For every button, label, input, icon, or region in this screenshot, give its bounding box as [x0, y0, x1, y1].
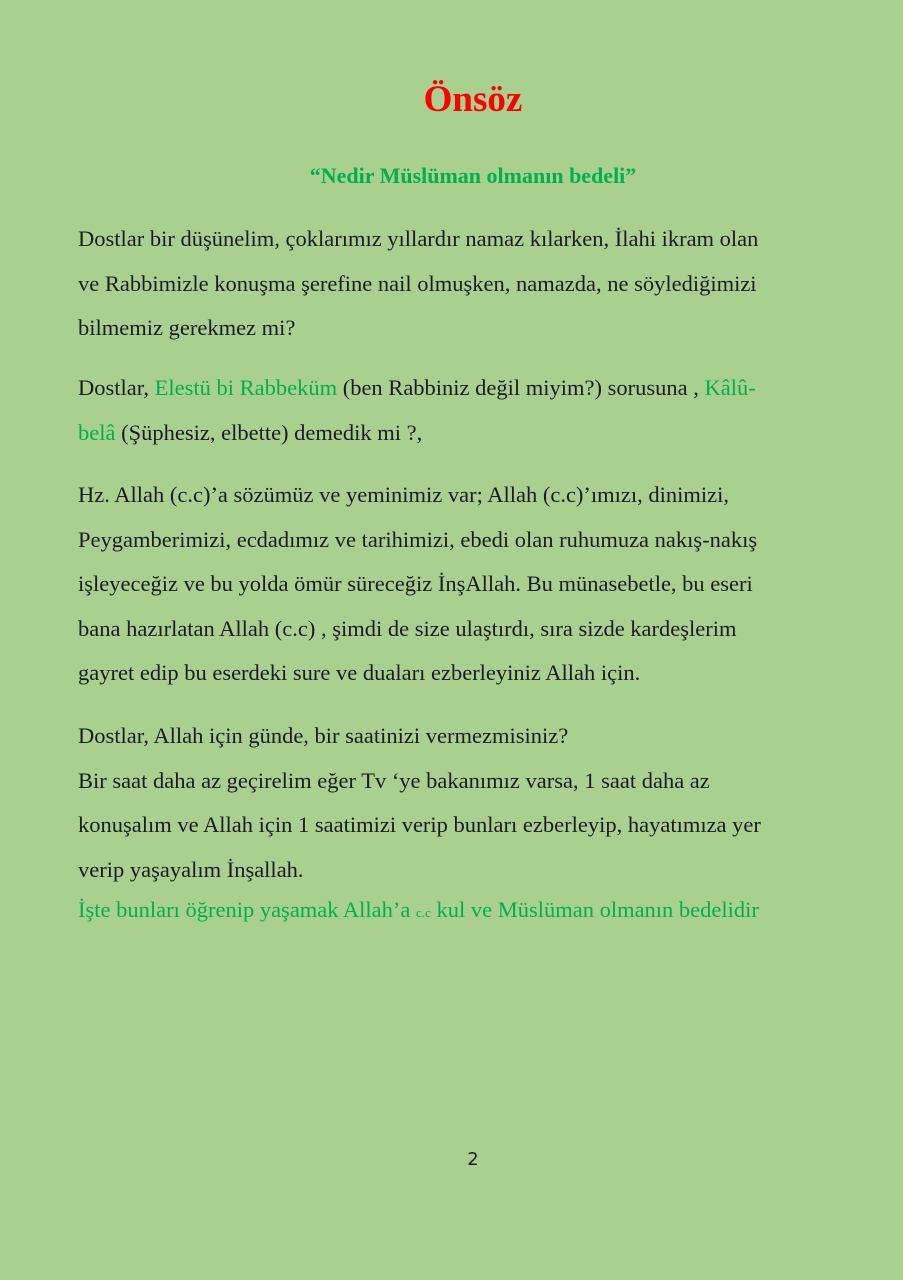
paragraph-5-line-1 — [78, 888, 878, 936]
paragraph-2-line-2 — [78, 411, 878, 456]
paragraph-2 — [78, 366, 878, 455]
paragraph-3-line-2: Peygamberimizi, ecdadımız ve tarihimizi, ebedi olan ruhumuza nakış-nakış — [78, 526, 758, 552]
paragraph-3-line-5: gayret edip bu eserdeki sure ve duaları ezberleyiniz Allah için. — [78, 660, 641, 685]
paragraph-3-line-3: işleyeceğiz ve bu yolda ömür süreceğiz İnşAllah. Bu münasebetle, bu eseri — [78, 571, 753, 596]
paragraph-4-line-3: konuşalım ve Allah için 1 saatimizi verip bunları ezberleyip, hayatımıza yer — [78, 812, 761, 837]
p5-part-a: İşte bunları öğrenip yaşamak Allah’a — [78, 897, 417, 922]
p2-elestu: Elestü bi Rabbeküm — [148, 375, 338, 400]
paragraph-4-line-4: verip yaşayalım İnşallah. — [78, 856, 304, 882]
p2-suphesiz: (Şüphesiz, elbette) demedik mi ?, — [115, 419, 423, 445]
page-title: Önsöz — [423, 79, 523, 120]
paragraph-2-line-1 — [78, 366, 878, 411]
p5-part-c: kul ve Müslüman olmanın bedelidir — [430, 897, 759, 922]
paragraph-3 — [78, 473, 878, 696]
paragraph-4-line-1: Dostlar, Allah için günde, bir saatinizi vermezmisiniz? — [78, 723, 569, 748]
p2-question: (ben Rabbiniz değil miyim?) sorusuna , — [337, 375, 699, 400]
paragraph-4-line-2: Bir saat daha az geçirelim eğer Tv ‘ye bakanımız varsa, 1 saat daha az — [78, 767, 710, 793]
paragraph-3-line-1: Hz. Allah (c.c)’a sözümüz ve yeminimiz var; Allah (c.c)’ımızı, dinimizi, — [78, 482, 730, 507]
paragraph-3-line-4: bana hazırlatan Allah (c.c) , şimdi de size ulaştırdı, sıra sizde kardeşlerim — [78, 615, 737, 641]
p2-bela: belâ — [78, 419, 116, 445]
p2-kalu: Kâlû- — [698, 375, 756, 400]
paragraph-1 — [78, 217, 878, 351]
p2-dostlar: Dostlar, — [78, 375, 149, 400]
p5-cc: c.c — [416, 905, 431, 920]
page-subtitle: “Nedir Müslüman olmanın bedeli” — [309, 163, 637, 188]
paragraph-1-line-2: ve Rabbimizle konuşma şerefine nail olmuşken, namazda, ne söylediğimizi — [78, 270, 757, 296]
paragraph-5 — [78, 888, 878, 936]
page-number: 2 — [467, 1149, 479, 1170]
paragraph-4 — [78, 714, 878, 892]
paragraph-1-line-1: Dostlar bir düşünelim, çoklarımız yıllardır namaz kılarken, İlahi ikram olan — [78, 226, 759, 251]
paragraph-1-line-3: bilmemiz gerekmez mi? — [78, 315, 296, 340]
